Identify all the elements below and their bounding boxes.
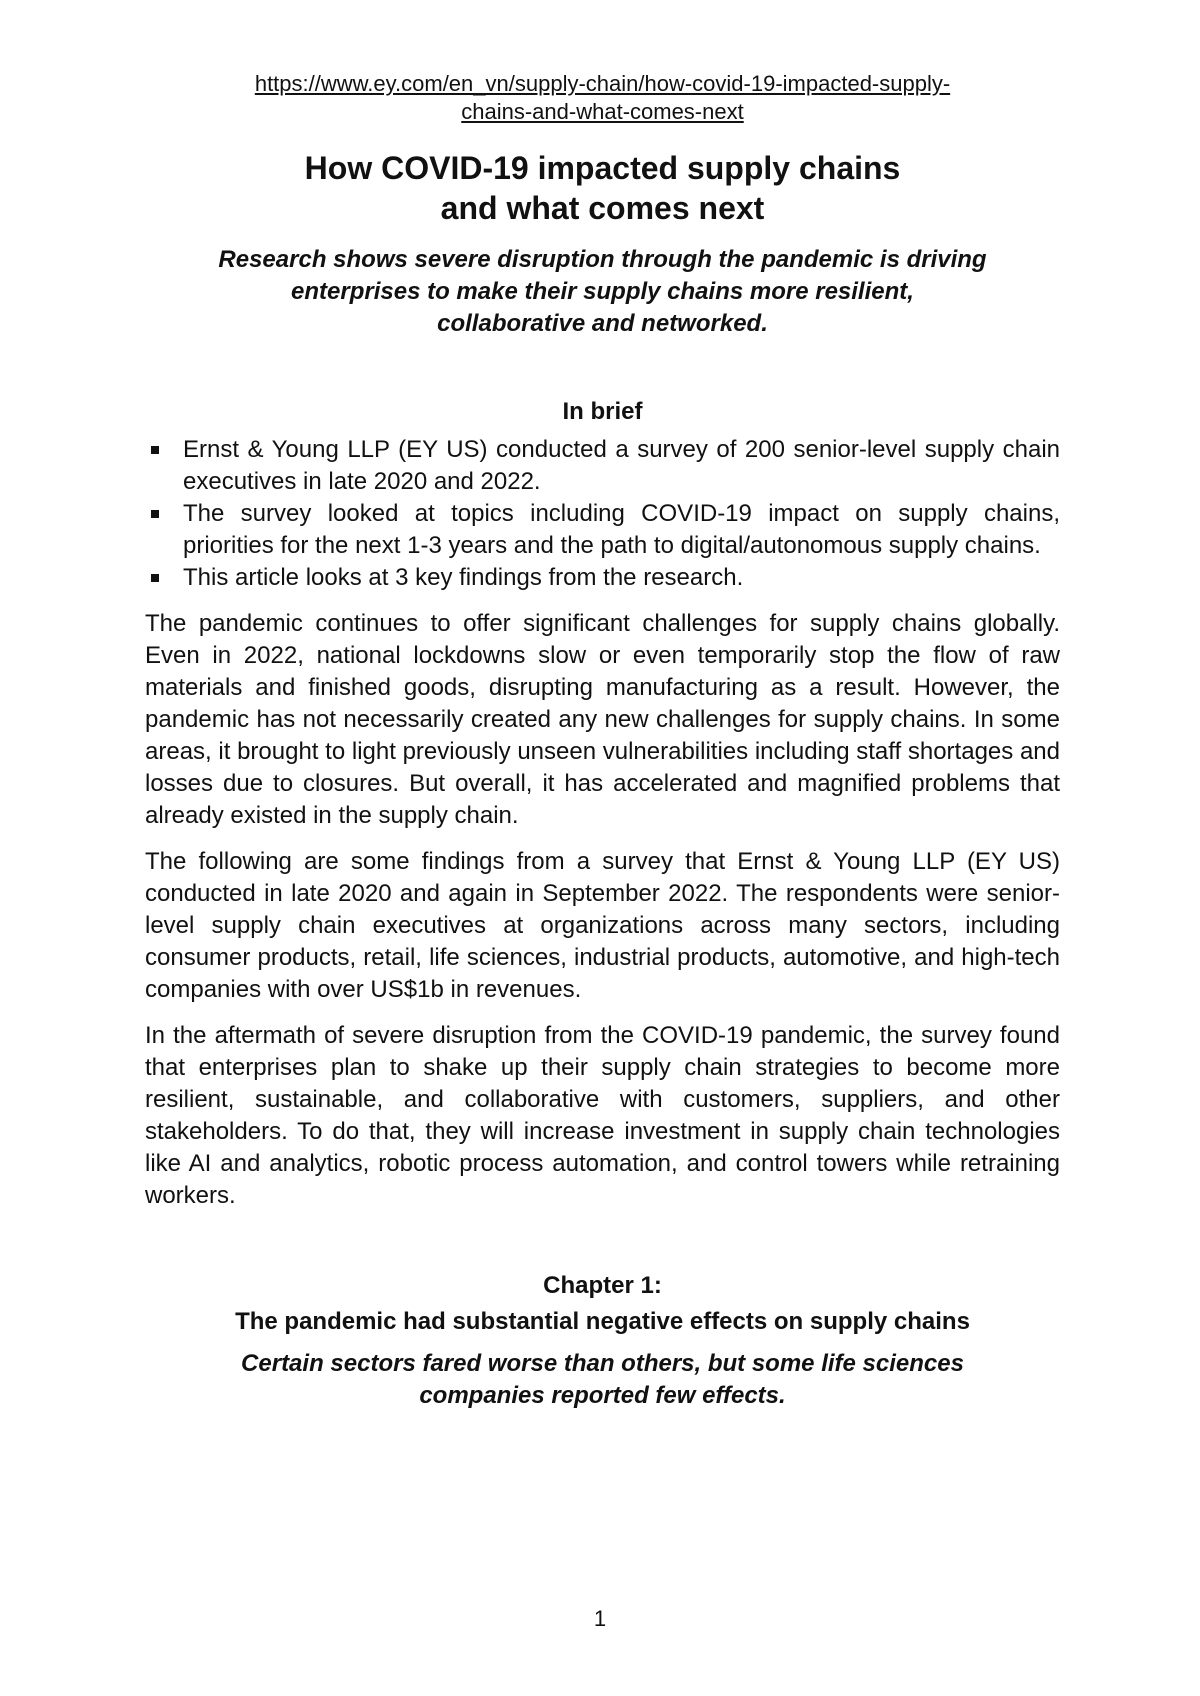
page-title-line-2: and what comes next: [440, 190, 765, 226]
list-item: [145, 498, 1060, 562]
page-subtitle-line-3: collaborative and networked.: [437, 310, 768, 337]
chapter-title: The pandemic had substantial negative effects on supply chains: [235, 1308, 970, 1335]
list-item: [145, 562, 1060, 594]
chapter-subtitle-line-1: Certain sectors fared worse than others, but some life sciences: [241, 1350, 964, 1377]
source-url-line-1[interactable]: https://www.ey.com/en_vn/supply-chain/how-covid-19-impacted-supply-: [254, 71, 951, 96]
chapter-subtitle: [145, 1348, 1060, 1412]
square-bullet-icon: [151, 446, 159, 454]
chapter-subtitle-line-2: companies reported few effects.: [419, 1382, 786, 1409]
page-title-line-1: How COVID-19 impacted supply chains: [304, 150, 901, 186]
source-url-link[interactable]: [145, 70, 1060, 126]
page-subtitle-line-2: enterprises to make their supply chains more resilient,: [291, 278, 914, 305]
list-item-text: This article looks at 3 key findings from the research.: [183, 564, 744, 591]
in-brief-heading: In brief: [562, 398, 643, 425]
page-subtitle-line-1: Research shows severe disruption through the pandemic is driving: [218, 246, 987, 273]
body-paragraph-2: The following are some findings from a survey that Ernst & Young LLP (EY US) conducted in late 2020 and again in September 2022. The respondents were senior-level supply chain executives at organizations across many sectors, including consumer products, retail, life sciences, industrial products, automotive, and high-tech companies with over US$1b in revenues.: [145, 848, 1060, 1003]
square-bullet-icon: [151, 574, 159, 582]
list-item-text: The survey looked at topics including COVID-19 impact on supply chains, priorities for the next 1-3 years and the path to digital/autonomous supply chains.: [183, 500, 1060, 559]
source-url-line-2[interactable]: chains-and-what-comes-next: [461, 99, 744, 124]
page-subtitle: [145, 244, 1060, 340]
list-item-text: Ernst & Young LLP (EY US) conducted a survey of 200 senior-level supply chain executives in late 2020 and 2022.: [183, 436, 1060, 495]
square-bullet-icon: [151, 510, 159, 518]
body-paragraph-3: In the aftermath of severe disruption from the COVID-19 pandemic, the survey found that enterprises plan to shake up their supply chain strategies to become more resilient, sustainable, and collaborative with customers, suppliers, and other stakeholders. To do that, they will increase investment in supply chain technologies like AI and analytics, robotic process automation, and control towers while retraining workers.: [145, 1022, 1060, 1209]
page-title: [145, 148, 1060, 228]
in-brief-list: [145, 434, 1060, 594]
document-page: [145, 70, 1060, 1412]
chapter-heading: Chapter 1:: [543, 1272, 662, 1299]
list-item: [145, 434, 1060, 498]
body-paragraph-1: The pandemic continues to offer significant challenges for supply chains globally. Even in 2022, national lockdowns slow or even temporarily stop the flow of raw materials and finished goods, disrupting manufacturing as a result. However, the pandemic has not necessarily created any new challenges for supply chains. In some areas, it brought to light previously unseen vulnerabilities including staff shortages and losses due to closures. But overall, it has accelerated and magnified problems that already existed in the supply chain.: [145, 610, 1060, 829]
page-number: 1: [593, 1606, 607, 1631]
